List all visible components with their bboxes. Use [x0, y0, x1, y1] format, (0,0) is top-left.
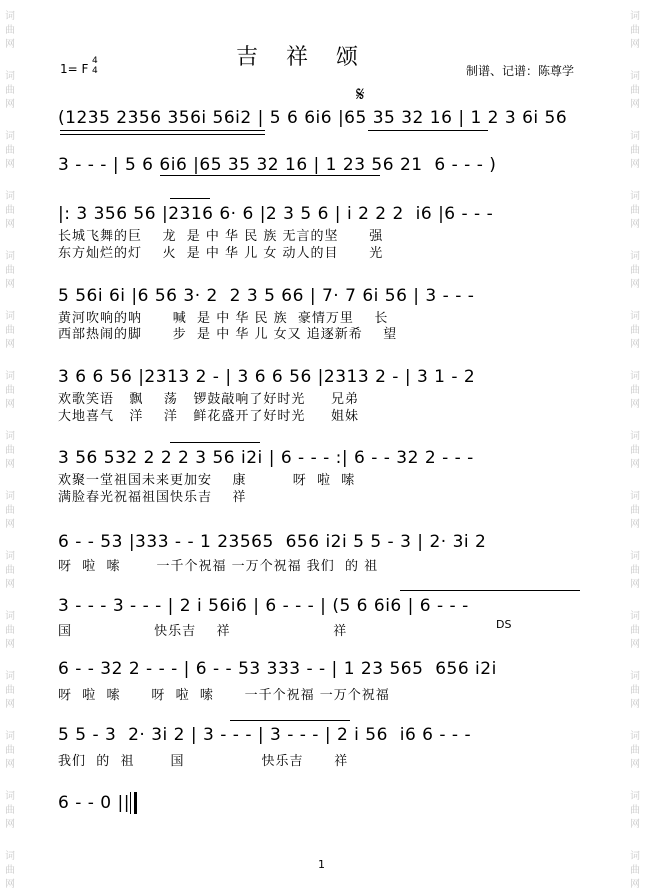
watermark-text: 词 曲 网	[5, 371, 15, 410]
beam-line	[368, 130, 488, 131]
notes-line-10: 5 5 - 3 2· 3i 2 | 3 - - - | 3 - - - | 2 i 56 i6 6 - - -	[58, 725, 472, 745]
notes-line-4: 5 56i 6i |6 56 3· 2 2 3 5 66 | 7· 7 6i 56 | 3 - - -	[58, 286, 475, 306]
song-title: 吉祥颂	[236, 45, 387, 70]
watermark-text: 词 曲 网	[630, 551, 640, 590]
notes-line-8: 3 - - - 3 - - - | 2 i 56i6 | 6 - - - | (5 6 6i6 | 6 - - -	[58, 596, 469, 616]
lyric-line-9a: 呀 啦 嗦 呀 啦 嗦 一千个祝福 一万个祝福	[58, 688, 390, 703]
notes-line-7: 6 - - 53 |333 - - 1 23565 656 i2i 5 5 - 3 | 2· 3i 2	[58, 532, 487, 552]
lyric-line-5b: 大地喜气 洋 洋 鲜花盛开了好时光 姐妹	[58, 409, 359, 424]
tie-line	[230, 720, 350, 721]
meter-bottom: 4	[92, 66, 98, 76]
beam-line	[60, 134, 265, 135]
watermark-right-column	[627, 0, 643, 891]
lyric-line-4a: 黄河吹响的呐 喊 是 中 华 民 族 豪情万里 长	[58, 311, 389, 326]
watermark-left-column	[2, 0, 18, 891]
notes-line-2: 3 - - - | 5 6 6i6 |65 35 32 16 | 1 23 56 21 6 - - - )	[58, 155, 497, 175]
tie-line	[170, 442, 260, 443]
lyric-line-3a: 长城飞舞的巨 龙 是 中 华 民 族 无言的坚 强	[58, 229, 384, 244]
watermark-text: 词 曲 网	[630, 11, 640, 50]
watermark-text: 词 曲 网	[5, 131, 15, 170]
watermark-text: 词 曲 网	[5, 731, 15, 770]
lyric-line-6a: 欢聚一堂祖国未来更加安 康 呀 啦 嗦	[58, 473, 356, 488]
notes-line-5: 3 6 6 56 |2313 2 - | 3 6 6 56 |2313 2 - | 3 1 - 2	[58, 367, 476, 387]
watermark-text: 词 曲 网	[5, 611, 15, 650]
watermark-text: 词 曲 网	[5, 791, 15, 830]
meter-top: 4	[92, 56, 98, 66]
watermark-text: 词 曲 网	[5, 491, 15, 530]
watermark-text: 词 曲 网	[5, 551, 15, 590]
watermark-text: 词 曲 网	[630, 191, 640, 230]
watermark-text: 词 曲 网	[630, 251, 640, 290]
tie-line	[170, 198, 210, 199]
watermark-text: 词 曲 网	[630, 671, 640, 710]
dal-segno-mark: DS	[496, 618, 512, 631]
watermark-text: 词 曲 网	[5, 11, 15, 50]
watermark-text: 词 曲 网	[630, 731, 640, 770]
credit-line: 制谱、记谱：陈尊学	[466, 64, 575, 78]
watermark-text: 词 曲 网	[5, 851, 15, 890]
watermark-text: 词 曲 网	[5, 671, 15, 710]
notes-line-3: |: 3 356 56 |2316 6· 6 |2 3 5 6 | i 2 2 2 i6 |6 - - -	[58, 204, 494, 224]
watermark-text: 词 曲 网	[630, 431, 640, 470]
watermark-text: 词 曲 网	[630, 491, 640, 530]
page-number: 1	[318, 858, 325, 871]
time-signature	[92, 56, 98, 76]
watermark-text: 词 曲 网	[5, 191, 15, 230]
watermark-text: 词 曲 网	[630, 371, 640, 410]
key-signature: 1= F	[60, 62, 89, 76]
watermark-text: 词 曲 网	[630, 791, 640, 830]
lyric-line-7a: 呀 啦 嗦 一千个祝福 一万个祝福 我们 的 祖	[58, 559, 379, 574]
watermark-text: 词 曲 网	[5, 71, 15, 110]
watermark-text: 词 曲 网	[5, 431, 15, 470]
lyric-line-8a: 国 快乐吉 祥 祥	[58, 624, 348, 639]
lyric-line-4b: 西部热闹的脚 步 是 中 华 儿 女又 追逐新希 望	[58, 327, 398, 342]
lyric-line-6b: 满脸春光祝福祖国快乐吉 祥	[58, 490, 247, 505]
notes-line-9: 6 - - 32 2 - - - | 6 - - 53 333 - - | 1 23 565 656 i2i	[58, 659, 497, 679]
watermark-text: 词 曲 网	[5, 311, 15, 350]
watermark-text: 词 曲 网	[630, 131, 640, 170]
beam-line	[60, 130, 265, 131]
watermark-text: 词 曲 网	[5, 251, 15, 290]
watermark-text: 词 曲 网	[630, 611, 640, 650]
beam-line	[160, 175, 380, 176]
tie-line	[400, 590, 580, 591]
final-barline-thick	[134, 792, 137, 814]
notes-line-11: 6 - - 0 ||	[58, 793, 130, 813]
segno-sign: 𝄋	[356, 82, 365, 106]
watermark-text: 词 曲 网	[630, 851, 640, 890]
lyric-line-3b: 东方灿烂的灯 火 是 中 华 儿 女 动人的目 光	[58, 246, 384, 261]
lyric-line-5a: 欢歌笑语 飘 荡 锣鼓敲响了好时光 兄弟	[58, 392, 359, 407]
lyric-line-10a: 我们 的 祖 国 快乐吉 祥	[58, 754, 349, 769]
notes-line-1: (1235 2356 356i 56i2 | 5 6 6i6 |65 35 32 16 | 1 2 3 6i 56	[58, 108, 568, 128]
watermark-text: 词 曲 网	[630, 311, 640, 350]
final-barline-thin	[130, 792, 131, 814]
watermark-text: 词 曲 网	[630, 71, 640, 110]
notes-line-6: 3 56 532 2 2 2 3 56 i2i | 6 - - - :| 6 - - 32 2 - - -	[58, 448, 474, 468]
